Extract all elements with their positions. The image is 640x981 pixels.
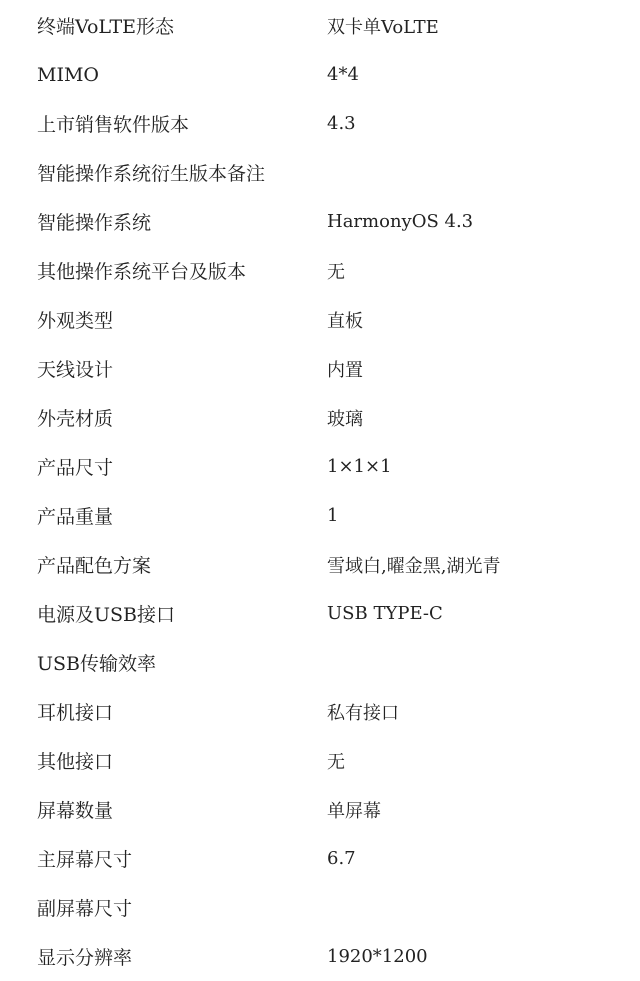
spec-row xyxy=(0,736,640,785)
spec-value: 雪域白,曜金黑,湖光青 xyxy=(327,555,501,577)
spec-value: 直板 xyxy=(327,310,363,332)
spec-label: 产品重量 xyxy=(37,506,114,528)
spec-row xyxy=(0,148,640,197)
spec-row xyxy=(0,442,640,491)
spec-row xyxy=(0,344,640,393)
spec-row xyxy=(0,99,640,148)
spec-row xyxy=(0,834,640,883)
spec-row xyxy=(0,589,640,638)
spec-label: 显示分辨率 xyxy=(37,947,133,969)
spec-value: 1 xyxy=(327,505,339,526)
spec-row xyxy=(0,50,640,99)
spec-value: 4.3 xyxy=(327,113,356,134)
spec-label: 外观类型 xyxy=(37,310,114,332)
spec-row xyxy=(0,197,640,246)
spec-value: HarmonyOS 4.3 xyxy=(327,211,474,232)
spec-value: 玻璃 xyxy=(327,408,363,430)
spec-label: 智能操作系统衍生版本备注 xyxy=(37,163,266,185)
spec-label: 终端VoLTE形态 xyxy=(37,16,175,38)
spec-value: 4*4 xyxy=(327,64,359,85)
spec-label: 主屏幕尺寸 xyxy=(37,849,133,871)
spec-row xyxy=(0,638,640,687)
spec-label: MIMO xyxy=(37,63,99,86)
spec-label: 智能操作系统 xyxy=(37,212,152,234)
spec-label: 屏幕数量 xyxy=(37,800,114,822)
spec-label: 耳机接口 xyxy=(37,702,114,724)
spec-label: 产品尺寸 xyxy=(37,457,114,479)
spec-label: 电源及USB接口 xyxy=(37,604,175,626)
spec-value: 无 xyxy=(327,261,345,283)
spec-value: USB TYPE-C xyxy=(327,603,443,624)
spec-label: USB传输效率 xyxy=(37,653,156,675)
spec-value: 双卡单VoLTE xyxy=(327,16,439,38)
spec-row xyxy=(0,687,640,736)
spec-row xyxy=(0,491,640,540)
spec-value: 私有接口 xyxy=(327,702,399,724)
spec-row xyxy=(0,1,640,50)
spec-label: 外壳材质 xyxy=(37,408,114,430)
spec-label: 上市销售软件版本 xyxy=(37,114,190,136)
spec-value: 1920*1200 xyxy=(327,946,428,967)
spec-row xyxy=(0,932,640,981)
spec-row xyxy=(0,883,640,932)
spec-row xyxy=(0,540,640,589)
spec-value: 1×1×1 xyxy=(327,456,392,477)
spec-value: 内置 xyxy=(327,359,363,381)
spec-row xyxy=(0,393,640,442)
spec-value: 无 xyxy=(327,751,345,773)
spec-row xyxy=(0,295,640,344)
spec-row xyxy=(0,246,640,295)
spec-label: 其他操作系统平台及版本 xyxy=(37,261,247,283)
spec-row xyxy=(0,785,640,834)
spec-value: 6.7 xyxy=(327,848,356,869)
spec-label: 其他接口 xyxy=(37,751,114,773)
spec-label: 产品配色方案 xyxy=(37,555,152,577)
spec-label: 天线设计 xyxy=(37,359,114,381)
spec-value: 单屏幕 xyxy=(327,800,381,822)
spec-label: 副屏幕尺寸 xyxy=(37,898,133,920)
